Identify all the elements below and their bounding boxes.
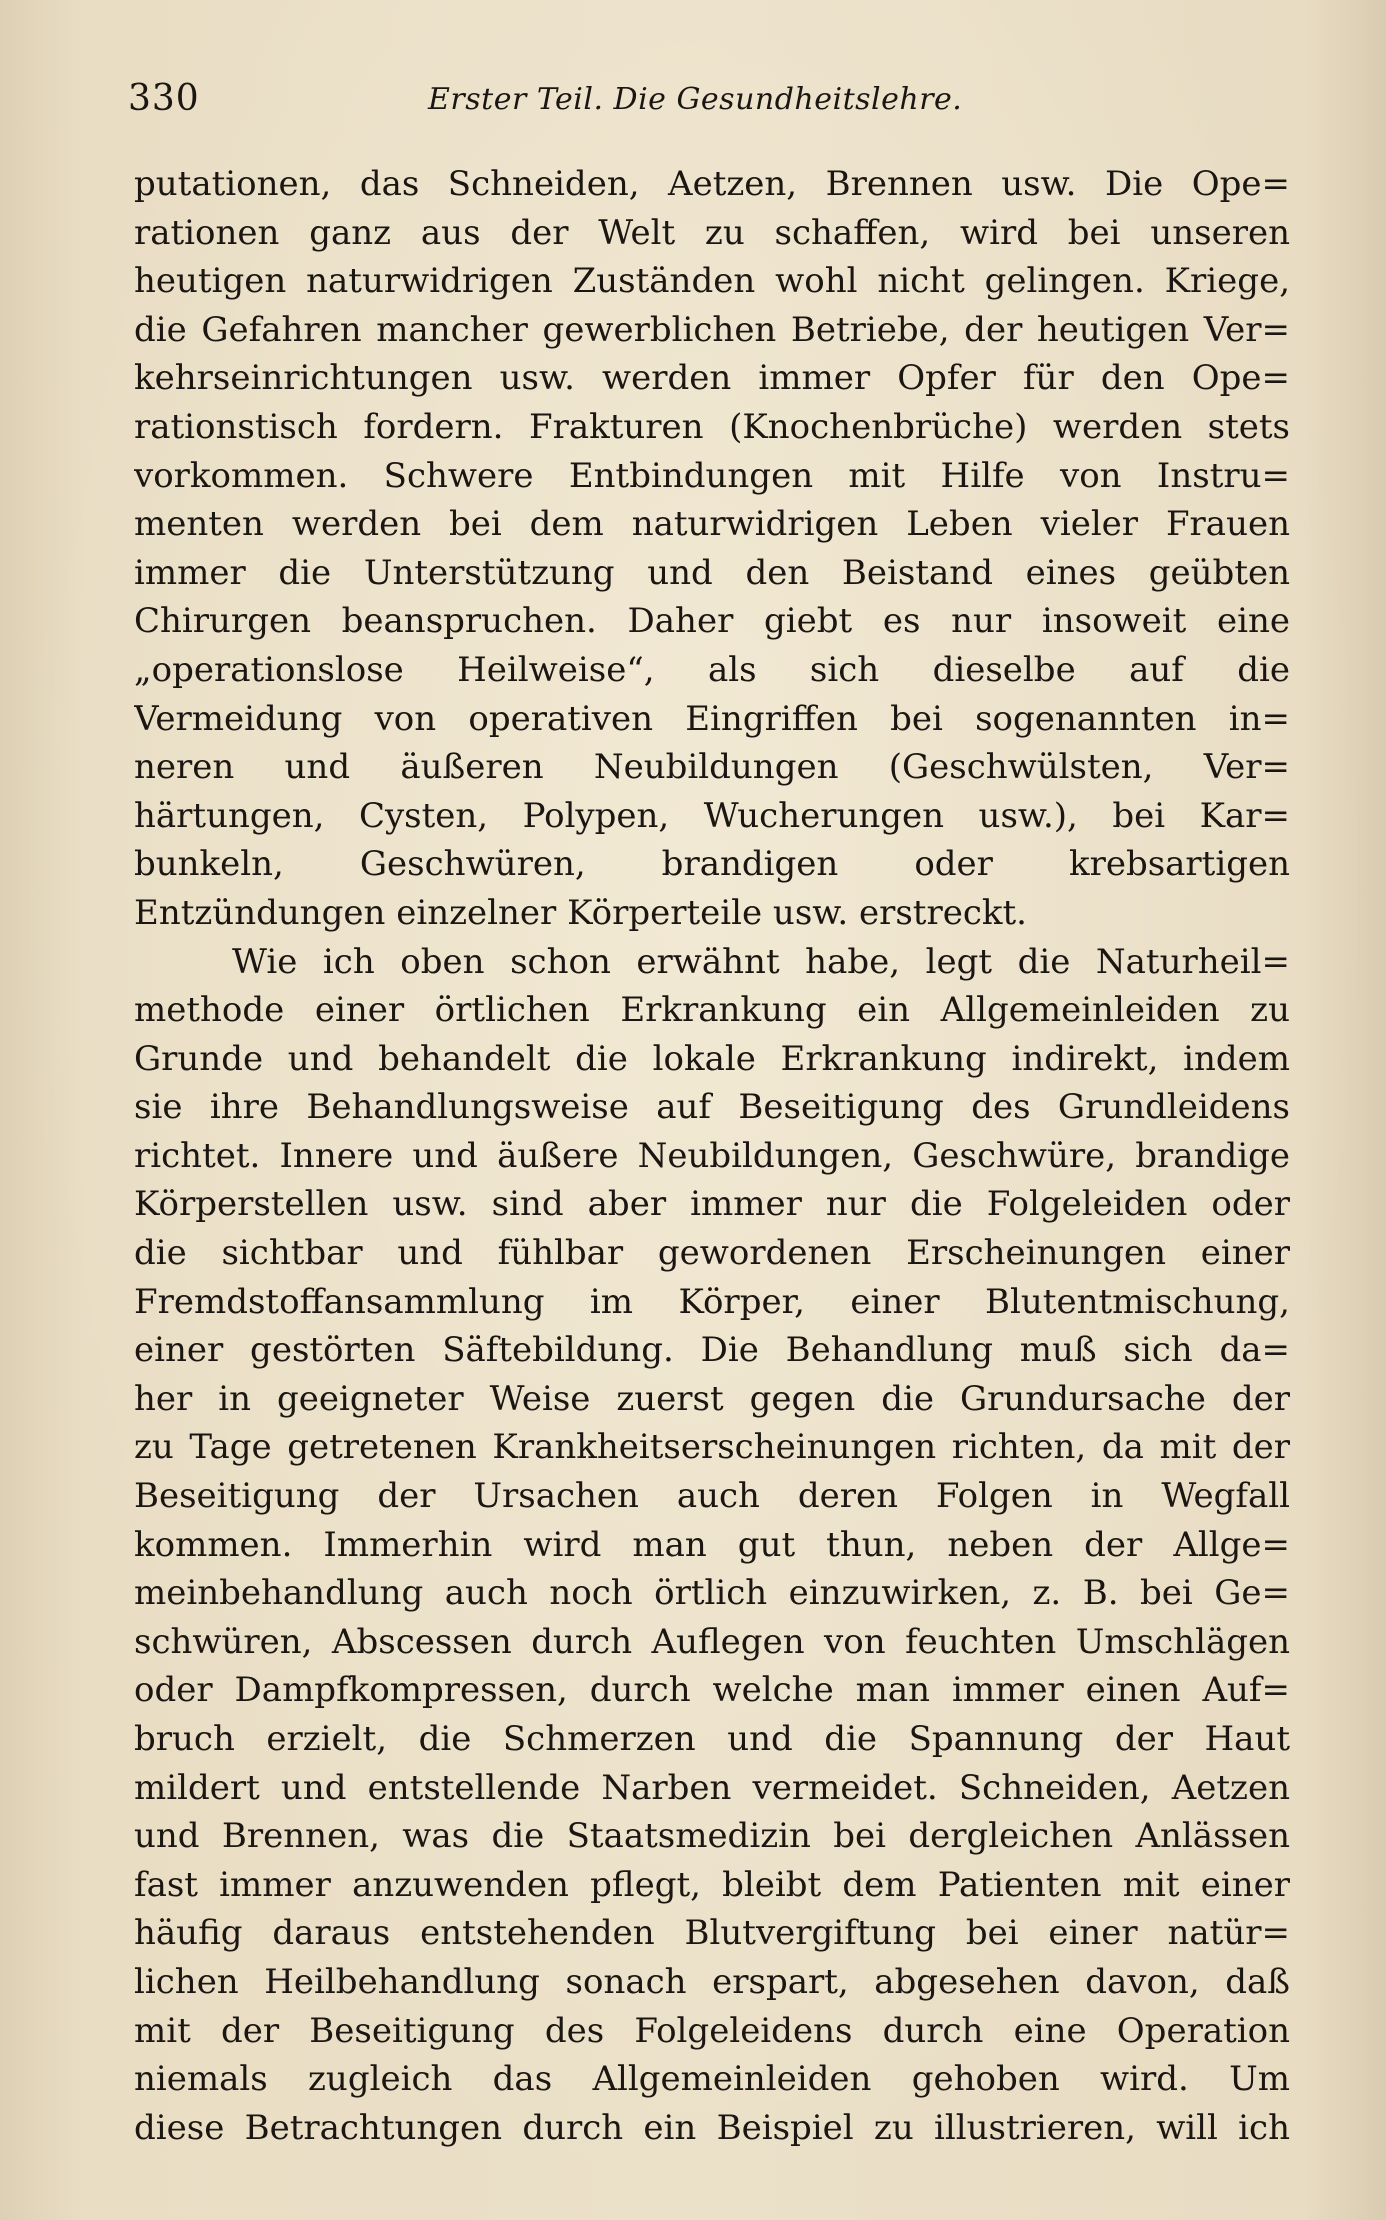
text-line: häufig daraus entstehenden Blutvergiftung bei einer natür=: [134, 1913, 1290, 1954]
text-line: rationstisch fordern. Frakturen (Knochenbrüche) werden stets: [134, 406, 1290, 447]
text-line: härtungen, Cysten, Polypen, Wucherungen usw.), bei Kar=: [134, 795, 1290, 836]
running-title: Erster Teil. Die Gesundheitslehre.: [428, 82, 963, 117]
text-line: einer gestörten Säftebildung. Die Behandlung muß sich da=: [134, 1330, 1290, 1371]
text-line: meinbehandlung auch noch örtlich einzuwirken, z. B. bei Ge=: [134, 1573, 1290, 1614]
page-number: 330: [128, 78, 200, 119]
text-line: bruch erzielt, die Schmerzen und die Spannung der Haut: [134, 1719, 1290, 1759]
text-line: immer die Unterstützung und den Beistand eines geübten: [134, 552, 1290, 593]
text-line: vorkommen. Schwere Entbindungen mit Hilfe von Instru=: [134, 455, 1290, 496]
text-line: fast immer anzuwenden pflegt, bleibt dem Patienten mit einer: [134, 1864, 1290, 1905]
text-line: heutigen naturwidrigen Zuständen wohl nicht gelingen. Kriege,: [134, 261, 1290, 302]
text-line: her in geeigneter Weise zuerst gegen die Grundursache der: [134, 1378, 1290, 1419]
text-line: „operationslose Heilweise“, als sich dieselbe auf die: [134, 649, 1290, 690]
text-line: schwüren, Abscessen durch Auflegen von feuchten Umschlägen: [134, 1621, 1290, 1662]
text-line: oder Dampfkompressen, durch welche man immer einen Auf=: [134, 1670, 1290, 1711]
text-line: kommen. Immerhin wird man gut thun, neben der Allge=: [134, 1524, 1290, 1565]
running-head: [128, 78, 1293, 128]
text-line: die Gefahren mancher gewerblichen Betriebe, der heutigen Ver=: [134, 309, 1290, 350]
text-line: Grunde und behandelt die lokale Erkrankung indirekt, indem: [134, 1038, 1290, 1079]
text-line: und Brennen, was die Staatsmedizin bei dergleichen Anlässen: [134, 1816, 1290, 1857]
text-line: kehrseinrichtungen usw. werden immer Opfer für den Ope=: [134, 358, 1290, 399]
text-line: Körperstellen usw. sind aber immer nur die Folgeleiden oder: [134, 1184, 1290, 1225]
text-line: mildert und entstellende Narben vermeidet. Schneiden, Aetzen: [134, 1767, 1290, 1808]
text-line: Wie ich oben schon erwähnt habe, legt die Naturheil=: [232, 941, 1290, 982]
text-line: Chirurgen beanspruchen. Daher giebt es nur insoweit eine: [134, 601, 1290, 642]
text-line: die sichtbar und fühlbar gewordenen Erscheinungen einer: [134, 1233, 1290, 1274]
text-line: Vermeidung von operativen Eingriffen bei sogenannten in=: [134, 698, 1290, 739]
text-line: zu Tage getretenen Krankheitserscheinungen richten, da mit der: [134, 1427, 1290, 1468]
text-line: diese Betrachtungen durch ein Beispiel zu illustrieren, will ich: [134, 2107, 1290, 2148]
text-line: niemals zugleich das Allgemeinleiden gehoben wird. Um: [134, 2059, 1290, 2100]
text-line: richtet. Innere und äußere Neubildungen, Geschwüre, brandige: [134, 1135, 1290, 1176]
text-line: menten werden bei dem naturwidrigen Leben vieler Frauen: [134, 504, 1290, 545]
text-line: mit der Beseitigung des Folgeleidens durch eine Operation: [134, 2010, 1290, 2051]
text-line: Beseitigung der Ursachen auch deren Folgen in Wegfall: [134, 1476, 1290, 1517]
text-line: rationen ganz aus der Welt zu schaffen, wird bei unseren: [134, 212, 1290, 253]
text-line: lichen Heilbehandlung sonach erspart, abgesehen davon, daß: [134, 1961, 1290, 2002]
text-line: Fremdstoffansammlung im Körper, einer Blutentmischung,: [134, 1281, 1290, 1322]
body-text: [134, 160, 1290, 2152]
text-line: neren und äußeren Neubildungen (Geschwülsten, Ver=: [134, 747, 1290, 788]
text-line: Entzündungen einzelner Körperteile usw. erstreckt.: [134, 892, 1027, 933]
text-line: putationen, das Schneiden, Aetzen, Brennen usw. Die Ope=: [134, 164, 1290, 204]
text-line: sie ihre Behandlungsweise auf Beseitigung des Grundleidens: [134, 1087, 1290, 1128]
text-line: methode einer örtlichen Erkrankung ein Allgemeinleiden zu: [134, 990, 1290, 1031]
text-line: bunkeln, Geschwüren, brandigen oder krebsartigen: [134, 844, 1290, 885]
